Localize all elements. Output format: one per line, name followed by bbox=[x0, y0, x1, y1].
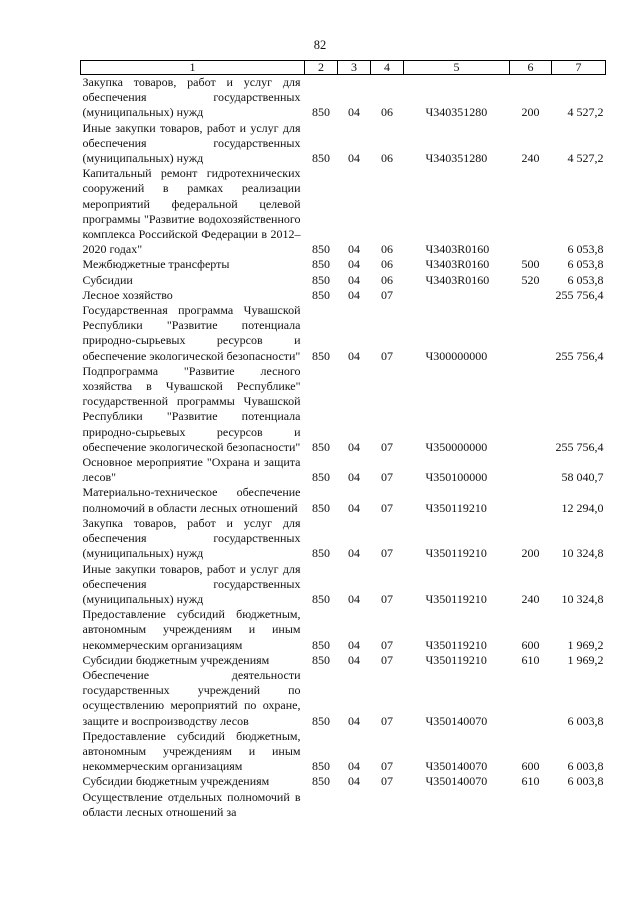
cell-pr: 07 bbox=[381, 439, 393, 454]
item-name: Обеспечение деятельности государственных учреждений по осуществлению мероприятий по охране, защите и воспроизводству лесов bbox=[82, 667, 301, 728]
cell-csr: Ч350100000 bbox=[425, 470, 488, 485]
cell-pr: 06 bbox=[381, 257, 393, 272]
cell-sum: 6 003,8 bbox=[567, 713, 604, 728]
table-row bbox=[81, 607, 606, 653]
item-name: Субсидии бюджетным учреждениям bbox=[82, 652, 270, 667]
cell-vr: 610 bbox=[521, 652, 540, 667]
cell-rz: 04 bbox=[348, 257, 360, 272]
item-name: Предоставление субсидий бюджетным, автономным учреждениям и иным некоммерческим организациям bbox=[82, 607, 301, 652]
cell-sum bbox=[552, 790, 606, 820]
cell-rz: 04 bbox=[348, 774, 360, 789]
cell-vr bbox=[510, 288, 552, 303]
cell-vr: 610 bbox=[521, 774, 540, 789]
cell-rz: 04 bbox=[348, 242, 360, 257]
table-row bbox=[81, 303, 606, 364]
cell-pr: 06 bbox=[381, 151, 393, 166]
table-row bbox=[81, 485, 606, 515]
cell-sum: 10 324,8 bbox=[561, 591, 604, 606]
cell-sum: 10 324,8 bbox=[561, 546, 604, 561]
table-row bbox=[81, 166, 606, 257]
cell-gr: 850 bbox=[312, 759, 330, 774]
cell-vr bbox=[510, 668, 552, 729]
cell-pr: 07 bbox=[381, 348, 393, 363]
item-name: Основное мероприятие "Охрана и защита лесов" bbox=[82, 455, 301, 485]
table-row bbox=[81, 455, 606, 485]
cell-vr: 200 bbox=[521, 546, 540, 561]
cell-rz: 04 bbox=[348, 652, 360, 667]
column-header-4: 4 bbox=[371, 61, 404, 75]
cell-gr: 850 bbox=[312, 774, 330, 789]
item-name: Лесное хозяйство bbox=[82, 287, 173, 302]
cell-pr: 06 bbox=[381, 242, 393, 257]
page-number: 82 bbox=[313, 38, 327, 52]
cell-pr: 07 bbox=[381, 591, 393, 606]
budget-table bbox=[80, 60, 606, 820]
cell-gr: 850 bbox=[312, 439, 330, 454]
item-name: Закупка товаров, работ и услуг для обеспечения государственных (муниципальных) нужд bbox=[82, 75, 301, 120]
cell-gr: 850 bbox=[312, 500, 330, 515]
cell-sum: 6 053,8 bbox=[567, 242, 604, 257]
cell-csr: Ч350119210 bbox=[425, 500, 487, 515]
table-row bbox=[81, 273, 606, 288]
cell-rz: 04 bbox=[348, 591, 360, 606]
item-name: Субсидии bbox=[82, 272, 133, 287]
cell-pr: 07 bbox=[381, 287, 393, 302]
item-name: Субсидии бюджетным учреждениям bbox=[82, 774, 270, 789]
cell-vr bbox=[510, 485, 552, 515]
table-row bbox=[81, 790, 606, 820]
column-header-3: 3 bbox=[338, 61, 371, 75]
cell-pr: 07 bbox=[381, 546, 393, 561]
cell-vr: 600 bbox=[521, 759, 540, 774]
table-row bbox=[81, 121, 606, 167]
cell-pr: 07 bbox=[381, 500, 393, 515]
cell-sum: 58 040,7 bbox=[561, 470, 604, 485]
cell-sum: 4 527,2 bbox=[567, 105, 604, 120]
cell-sum: 255 756,4 bbox=[555, 287, 604, 302]
cell-vr bbox=[510, 303, 552, 364]
table-row bbox=[81, 774, 606, 789]
item-name: Закупка товаров, работ и услуг для обеспечения государственных (муниципальных) нужд bbox=[82, 515, 301, 561]
cell-csr: Ч3403R0160 bbox=[425, 242, 490, 257]
cell-pr: 07 bbox=[381, 774, 393, 789]
cell-csr: Ч350140070 bbox=[425, 759, 488, 774]
column-header-2: 2 bbox=[305, 61, 338, 75]
cell-csr bbox=[404, 288, 510, 303]
cell-rz: 04 bbox=[348, 713, 360, 728]
cell-csr: Ч350119210 bbox=[425, 591, 487, 606]
cell-csr: Ч3403R0160 bbox=[425, 272, 490, 287]
table-row bbox=[81, 729, 606, 775]
column-header-6: 6 bbox=[510, 61, 552, 75]
cell-gr: 850 bbox=[312, 637, 330, 652]
cell-gr: 850 bbox=[312, 591, 330, 606]
cell-vr: 600 bbox=[521, 637, 540, 652]
item-name: Подпрограмма "Развитие лесного хозяйства в Чувашской Республике" государственной программы Чувашской Республики "Развитие потенциала природно-сырьевых ресурсов и обеспечение экологической безопасности" bbox=[82, 363, 301, 454]
cell-pr: 07 bbox=[381, 759, 393, 774]
cell-rz bbox=[338, 790, 371, 820]
cell-vr: 240 bbox=[521, 591, 540, 606]
cell-gr: 850 bbox=[312, 287, 330, 302]
cell-rz: 04 bbox=[348, 151, 360, 166]
cell-pr: 06 bbox=[381, 105, 393, 120]
cell-vr bbox=[510, 455, 552, 485]
cell-pr: 07 bbox=[381, 470, 393, 485]
cell-rz: 04 bbox=[348, 105, 360, 120]
cell-csr: Ч350140070 bbox=[425, 713, 488, 728]
cell-rz: 04 bbox=[348, 637, 360, 652]
cell-gr: 850 bbox=[312, 546, 330, 561]
cell-rz: 04 bbox=[348, 500, 360, 515]
cell-rz: 04 bbox=[348, 439, 360, 454]
cell-csr: Ч3403R0160 bbox=[425, 257, 490, 272]
table-body bbox=[81, 75, 606, 820]
cell-vr bbox=[510, 166, 552, 257]
table-header bbox=[81, 61, 606, 75]
cell-gr: 850 bbox=[312, 242, 330, 257]
cell-gr: 850 bbox=[312, 105, 330, 120]
table-row bbox=[81, 668, 606, 729]
cell-vr: 500 bbox=[521, 257, 540, 272]
cell-csr bbox=[404, 790, 510, 820]
cell-pr bbox=[371, 790, 404, 820]
cell-sum: 12 294,0 bbox=[561, 500, 604, 515]
table-row bbox=[81, 288, 606, 303]
item-name: Осуществление отдельных полномочий в области лесных отношений за bbox=[82, 789, 301, 819]
item-name: Иные закупки товаров, работ и услуг для обеспечения государственных (муниципальных) нужд bbox=[82, 561, 301, 606]
cell-csr: Ч350000000 bbox=[425, 439, 488, 454]
cell-rz: 04 bbox=[348, 348, 360, 363]
cell-pr: 06 bbox=[381, 272, 393, 287]
cell-gr: 850 bbox=[312, 272, 330, 287]
cell-gr: 850 bbox=[312, 652, 330, 667]
cell-gr: 850 bbox=[312, 470, 330, 485]
cell-rz: 04 bbox=[348, 287, 360, 302]
item-name: Материально-техническое обеспечение полномочий в области лесных отношений bbox=[82, 485, 301, 515]
cell-gr: 850 bbox=[312, 151, 330, 166]
item-name: Межбюджетные трансферты bbox=[82, 257, 230, 272]
cell-gr bbox=[305, 790, 338, 820]
column-header-7: 7 bbox=[552, 61, 606, 75]
cell-csr: Ч350140070 bbox=[425, 774, 488, 789]
cell-sum: 255 756,4 bbox=[555, 348, 604, 363]
cell-sum: 1 969,2 bbox=[567, 637, 604, 652]
cell-sum: 6 003,8 bbox=[567, 774, 604, 789]
cell-csr: Ч340351280 bbox=[425, 105, 488, 120]
table-row bbox=[81, 516, 606, 562]
table-row bbox=[81, 257, 606, 272]
cell-vr: 520 bbox=[521, 272, 540, 287]
cell-csr: Ч300000000 bbox=[425, 348, 488, 363]
cell-gr: 850 bbox=[312, 713, 330, 728]
cell-vr: 240 bbox=[521, 151, 540, 166]
cell-csr: Ч350119210 bbox=[425, 546, 487, 561]
cell-pr: 07 bbox=[381, 713, 393, 728]
item-name: Иные закупки товаров, работ и услуг для обеспечения государственных (муниципальных) нужд bbox=[82, 120, 301, 166]
cell-sum: 255 756,4 bbox=[555, 439, 604, 454]
cell-gr: 850 bbox=[312, 348, 330, 363]
cell-pr: 07 bbox=[381, 637, 393, 652]
cell-rz: 04 bbox=[348, 272, 360, 287]
cell-sum: 1 969,2 bbox=[567, 652, 604, 667]
item-name: Предоставление субсидий бюджетным, автономным учреждениям и иным некоммерческим организациям bbox=[82, 728, 301, 774]
cell-gr: 850 bbox=[312, 257, 330, 272]
cell-sum: 4 527,2 bbox=[567, 151, 604, 166]
item-name: Государственная программа Чувашской Республики "Развитие потенциала природно-сырьевых ресурсов и обеспечение экологической безопасности" bbox=[82, 303, 301, 363]
cell-csr: Ч350119210 bbox=[425, 652, 487, 667]
cell-sum: 6 003,8 bbox=[567, 759, 604, 774]
table-row bbox=[81, 364, 606, 455]
table-row bbox=[81, 562, 606, 608]
cell-sum: 6 053,8 bbox=[567, 272, 604, 287]
cell-csr: Ч340351280 bbox=[425, 151, 488, 166]
cell-pr: 07 bbox=[381, 652, 393, 667]
item-name: Капитальный ремонт гидротехнических сооружений в рамках реализации мероприятий федеральной целевой программы "Развитие водохозяйственного комплекса Российской Федерации в 2012–2020 годах" bbox=[82, 166, 301, 257]
cell-vr: 200 bbox=[521, 105, 540, 120]
cell-vr bbox=[510, 790, 552, 820]
cell-rz: 04 bbox=[348, 546, 360, 561]
table-row bbox=[81, 653, 606, 668]
cell-sum: 6 053,8 bbox=[567, 257, 604, 272]
column-header-1: 1 bbox=[81, 61, 305, 75]
cell-rz: 04 bbox=[348, 470, 360, 485]
cell-vr bbox=[510, 364, 552, 455]
column-header-5: 5 bbox=[404, 61, 510, 75]
cell-csr: Ч350119210 bbox=[425, 637, 487, 652]
table-row bbox=[81, 75, 606, 121]
cell-rz: 04 bbox=[348, 759, 360, 774]
